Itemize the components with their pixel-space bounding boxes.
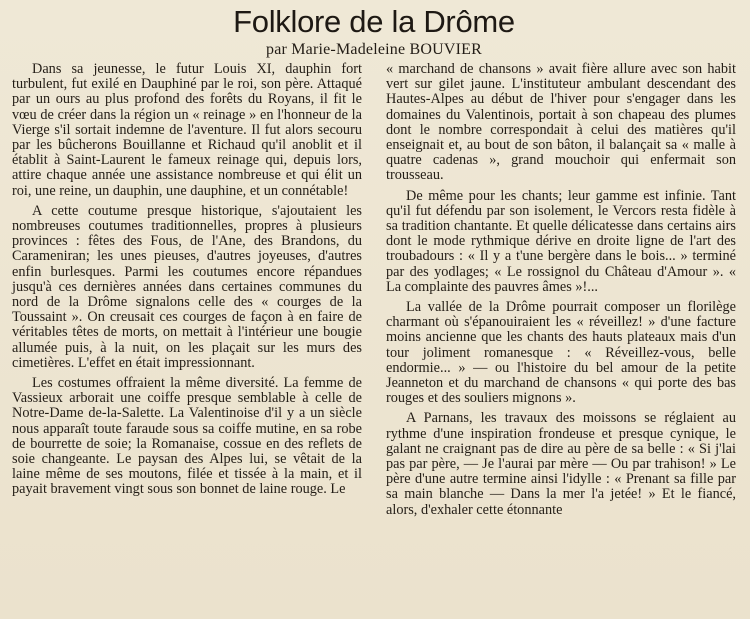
- right-column: [386, 62, 736, 523]
- left-column: [12, 62, 362, 523]
- article-byline: par Marie-Madeleine BOUVIER: [266, 41, 482, 58]
- paragraph-chants: De même pour les chants; leur gamme est infinie. Tant qu'il fut défendu par son isolement, le Vercors resta fidèle à sa tradition chantante. Et quelle délicatesse dans certains airs dont le mode rythmique dérive en droite ligne de l'art des troubadours : « Il y a t'une bergère dans le bois... » terminé par des yodlages; « Le rossignol du Château d'Amour ». « La complainte des pauvres âmes »!...: [386, 187, 736, 295]
- paragraph-costumes: Les costumes offraient la même diversité. La femme de Vassieux arborait une coiffe presque semblable à celle de Notre-Dame de-la-Salette. La Valentinoise d'il y a un siècle nous apparaît toute faraude sous sa coiffe mutine, en sa robe de bourrette de soie; la Romanaise, cossue en des reflets de soie changeante. Le paysan des Alpes lui, se vêtait de la laine même de ses moutons, filée et tissée à la main, et il payait bravement vingt sous son bonnet de laine rouge. Le: [12, 375, 362, 498]
- article-title: Folklore de la Drôme: [233, 4, 515, 39]
- paragraph-coutumes: A cette coutume presque historique, s'ajoutaient les nombreuses coutumes traditionnelles, propres à plusieurs provinces : fêtes des Fous, de l'Ane, des Brandons, du Carameniran; les unes pieuses, d'autres joyeuses, d'autres enfin burlesques. Parmi les coutumes encore répandues jusqu'à ces dernières années dans certaines communes du nord de la Drôme signalons celle des « courges de la Toussaint ». On creusait ces courges de façon à en faire de véritables têtes de morts, on mettait à l'intérieur une bougie allumée puis, à la nuit, on les plaçait sur les murs des cimetières. L'effet en était impressionnant.: [12, 202, 362, 371]
- paragraph-marchand: « marchand de chansons » avait fière allure avec son habit vert sur gilet jaune. L'instituteur ambulant descendant des Hautes-Alpes au début de l'hiver pour s'engager dans les domaines du Valentinois, portait à son chapeau des plumes dont le nombre correspondait à celui des matières qu'il enseignait et, au bout de son bâton, il balançait sa « malle à quatre cadenas », grand mouchoir qui enfermait son trousseau.: [386, 61, 736, 184]
- paragraph-louis-xi: Dans sa jeunesse, le futur Louis XI, dauphin fort turbulent, fut exilé en Dauphiné par le roi, son père. Attaqué par un ours au plus profond des forêts du Royans, il fit le vœu de créer dans la région un « reinage » en l'honneur de la Vierge s'il sortait indemne de l'aventure. Il fut alors secouru par les bûcherons Bouillanne et Richaud qu'il anoblit et il établit à Saint-Laurent le fameux reinage qui, depuis lors, attire chaque année une assistance nombreuse et qui élit un roi, une reine, un dauphin, une dauphine, et un connétable!: [12, 61, 362, 199]
- paragraph-vallee: La vallée de la Drôme pourrait composer un florilège charmant où s'épanouiraient les « réveillez! » d'une facture moins ancienne que les chants des hauts plateaux mais d'un tour joliment romanesque : « Réveillez-vous, belle endormie... » — ou l'histoire du bel amour de la petite Jeanneton et du marchand de chansons « qui porte des bas rouges et des souliers mignons ».: [386, 299, 736, 407]
- paragraph-parnans: A Parnans, les travaux des moissons se réglaient au rythme d'une inspiration frondeuse et presque cynique, le galant ne craignant pas de dire au père de sa belle : « Si j'lai pas par père, — Je l'aurai par mère — Ou par trahison! » Le père d'une autre termine ainsi l'idylle : « Prenant sa fille par sa main blanche — Dans la mer l'a jetée! » Et le fiancé, alors, d'exhaler cette étonnante: [386, 410, 736, 518]
- article-body: [12, 62, 736, 523]
